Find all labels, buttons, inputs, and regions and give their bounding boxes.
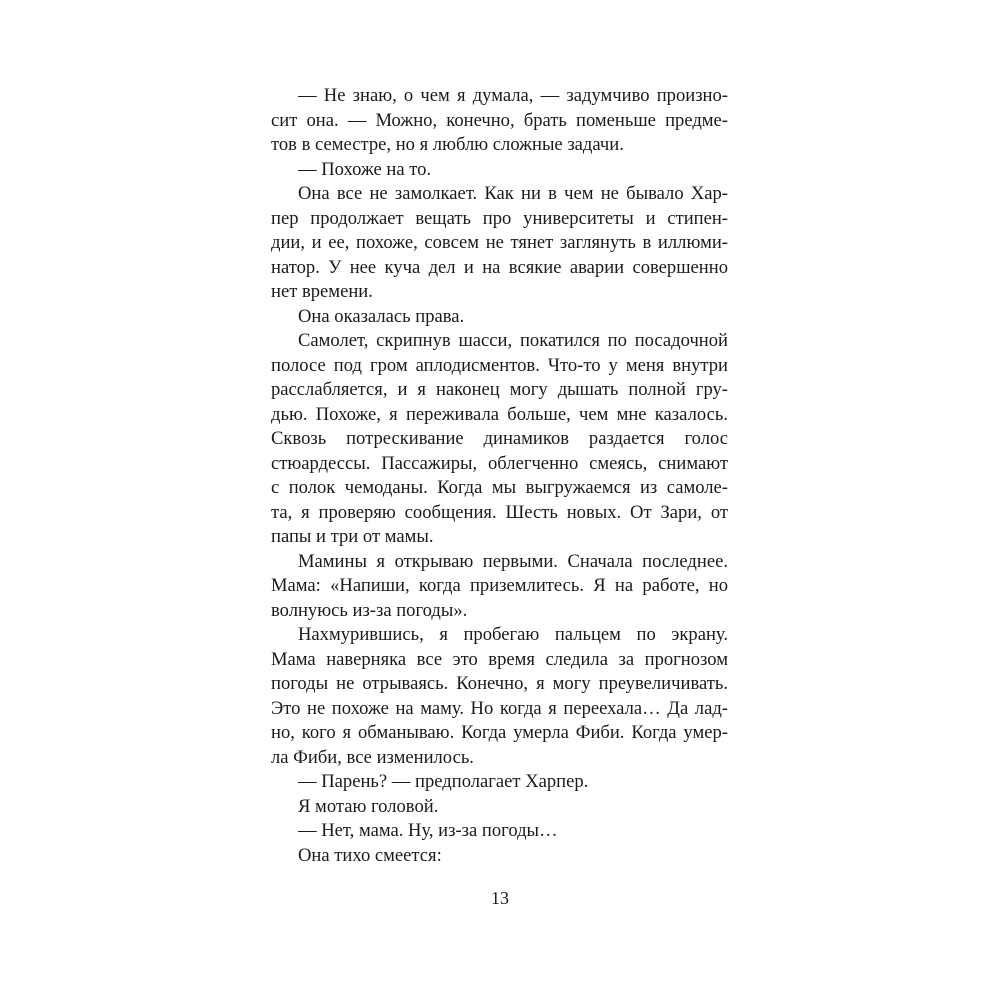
text-line-content: Это не похоже на маму. Но когда я переехала… Да лад- [271, 697, 728, 719]
text-line [271, 84, 728, 109]
text-line [271, 501, 728, 526]
text-line [271, 133, 728, 158]
text-line [271, 354, 728, 379]
text-line-content: с полок чемоданы. Когда мы выгружаемся из самоле- [271, 477, 728, 498]
page-number: 13 [491, 888, 509, 908]
text-line [271, 305, 728, 330]
text-line [271, 746, 728, 771]
text-line [271, 207, 728, 232]
text-line-content: пер продолжает вещать про университеты и стипен- [271, 207, 728, 229]
text-line-content: Сквозь потрескивание динамиков раздается голос [271, 428, 728, 449]
text-line-content: папы и три от мамы. [271, 526, 434, 547]
text-line [271, 109, 728, 134]
text-line [271, 648, 728, 673]
text-line-content: волнуюсь из-за погоды». [271, 599, 468, 621]
text-line-content: Я мотаю головой. [298, 795, 439, 817]
text-line [271, 721, 728, 746]
text-line [271, 280, 728, 305]
text-line-content: Самолет, скрипнув шасси, покатился по посадочной [298, 330, 728, 351]
text-line [271, 525, 728, 550]
text-line-content: — Не знаю, о чем я думала, — задумчиво произно- [298, 85, 728, 106]
text-line-content: нет времени. [271, 281, 373, 302]
text-line-content: полосе под гром аплодисментов. Что-то у меня внутри [271, 354, 728, 376]
text-line [271, 697, 728, 722]
page-body [271, 84, 728, 868]
text-line-content: — Нет, мама. Ну, из-за погоды… [298, 820, 558, 841]
text-line-content: тов в семестре, но я люблю сложные задачи. [271, 134, 624, 155]
text-line-content: — Парень? — предполагает Харпер. [298, 771, 589, 792]
text-line [271, 476, 728, 501]
text-line-content: Мамины я открываю первыми. Сначала последнее. [298, 550, 728, 572]
text-line-content: Она оказалась права. [298, 305, 465, 327]
text-line-content: Она тихо смеется: [298, 844, 442, 866]
text-line [271, 795, 728, 820]
text-line [271, 378, 728, 403]
text-line [271, 403, 728, 428]
text-line-content: расслабляется, и я наконец могу дышать полной гру- [271, 379, 728, 400]
text-line [271, 623, 728, 648]
text-line-content: натор. У нее куча дел и на всякие аварии совершенно [271, 256, 728, 278]
text-line [271, 329, 728, 354]
text-line-content: сит она. — Можно, конечно, брать поменьше предме- [271, 109, 728, 131]
text-line [271, 844, 728, 869]
text-line-content: ла Фиби, все изменилось. [271, 746, 474, 768]
text-line [271, 770, 728, 795]
text-line-content: но, кого я обманываю. Когда умерла Фиби. Когда умер- [271, 722, 728, 743]
text-line-content: дью. Похоже, я переживала больше, чем мне казалось. [271, 403, 728, 425]
text-line [271, 256, 728, 281]
text-line-content: Мама: «Напиши, когда приземлитесь. Я на работе, но [271, 575, 728, 596]
text-line [271, 819, 728, 844]
text-line [271, 599, 728, 624]
text-line [271, 158, 728, 183]
text-line-content: Мама наверняка все это время следила за прогнозом [271, 648, 728, 670]
text-line-content: та, я проверяю сообщения. Шесть новых. От Зари, от [271, 501, 728, 523]
text-line [271, 550, 728, 575]
text-line [271, 452, 728, 477]
text-line [271, 427, 728, 452]
text-line-content: Нахмурившись, я пробегаю пальцем по экрану. [298, 624, 728, 645]
text-line-content: погоды не отрываясь. Конечно, я могу преувеличивать. [271, 673, 728, 694]
text-line-content: дии, и ее, похоже, совсем не тянет заглянуть в иллюми- [271, 232, 728, 253]
text-line [271, 182, 728, 207]
text-line-content: Она все не замолкает. Как ни в чем не бывало Хар- [298, 183, 728, 204]
text-line-content: стюардессы. Пассажиры, облегченно смеясь, снимают [271, 452, 728, 474]
text-line [271, 231, 728, 256]
text-line [271, 672, 728, 697]
text-line-content: — Похоже на то. [298, 158, 432, 180]
text-line [271, 574, 728, 599]
